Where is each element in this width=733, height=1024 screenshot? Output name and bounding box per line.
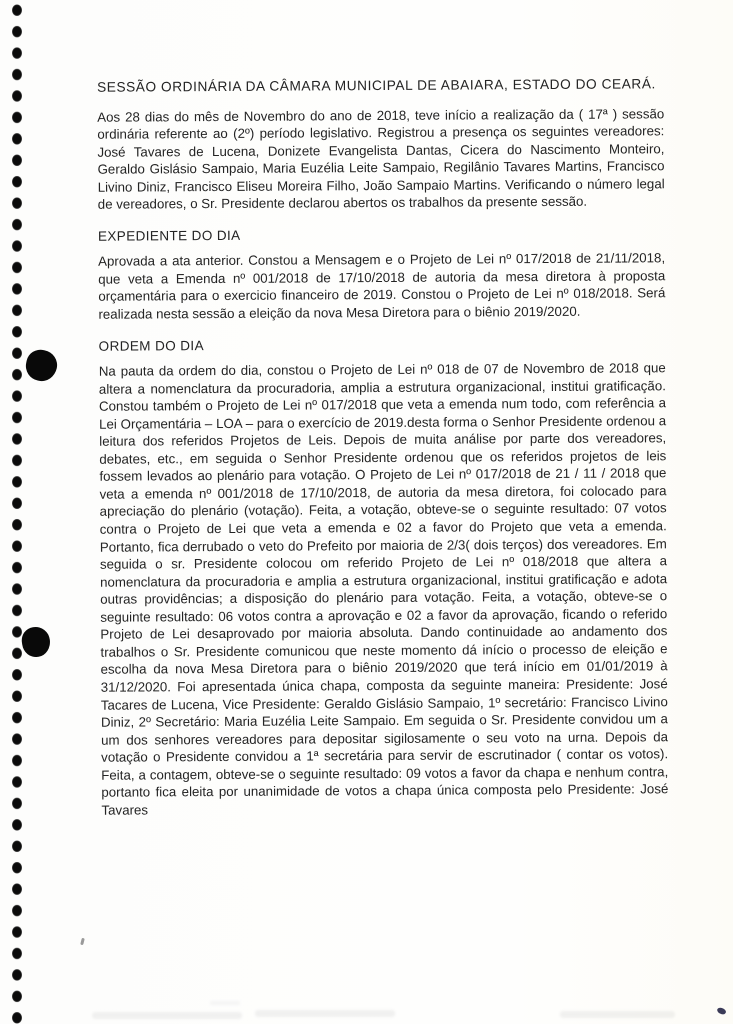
bleed-through-smudge	[560, 1011, 675, 1018]
document-content	[97, 75, 669, 819]
bleed-through-smudge	[210, 1001, 240, 1005]
stray-mark	[80, 938, 85, 946]
stray-ink-mark	[716, 1006, 727, 1016]
section-heading-ordem: ORDEM DO DIA	[98, 337, 204, 354]
section-body-expediente: Aprovada a ata anterior. Constou a Mensagem e o Projeto de Lei nº 017/2018 de 21/11/2018, que veta a Emenda nº 001/2018 de 17/10/2018 de autoria da mesa diretora à proposta orçamentária para o exercicio financeiro de 2019. Constou o Projeto de Lei nº 018/2018. Será realizada nesta sessão a eleição da nova Mesa Diretora para o biênio 2019/2020.	[98, 250, 666, 322]
bleed-through-smudge	[255, 1010, 395, 1017]
bleed-through-smudge	[92, 1012, 242, 1019]
section-body-ordem: Na pauta da ordem do dia, constou o Projeto de Lei nº 018 de 07 de Novembro de 2018 que altera a nomenclatura da procuradoria, amplia a estrutura organizacional, institui gratificação. Constou também o Projeto de Lei nº 017/2018 que veta a emenda num todo, com referência a Lei Orçamentária – LOA – para o exercício de 2019.desta forma o Senhor Presidente ordenou a leitura dos referidos Projetos de Leis. Depois de muita análise por parte dos vereadores, debates, etc., em seguida o Senhor Presidente ordenou que os referidos projetos de leis fossem levados ao plenário para votação. O Projeto de Lei nº 017/2018 de 21 / 11 / 2018 que veta a emenda nº 001/2018 de 17/10/2018, de autoria da mesa diretora, foi colocado para apreciação do plenário (votação). Feita, a votação, obteve-se o seguinte resultado: 07 votos contra o Projeto de Lei que veta a emenda e 02 a favor do Projeto que veta a emenda. Portanto, fica derrubado o veto do Prefeito por maioria de 2/3( dois terços) dos vereadores. Em seguida o sr. Presidente colocou om referido Projeto de Lei nº 018/2018 que altera a nomenclatura da procuradoria e amplia a estrutura organizacional, institui gratificação e adota outras providências; a disposição do plenário para votação. Feita, a votação, obteve-se o seguinte resultado: 06 votos contra a aprovação e 02 a favor da aprovação, ficando o referido Projeto de Lei desaprovado por maioria absoluta. Dando continuidade ao andamento dos trabalhos o Sr. Presidente comunicou que neste momento dá início o processo de eleição e escolha da nova Mesa Diretora para o biênio 2019/2020 que terá início em 01/01/2019 à 31/12/2020. Foi apresentada única chapa, composta da seguinte maneira: Presidente: José Tacares de Lucena, Vice Presidente: Geraldo Gislásio Sampaio, 1º secretário: Francisco Livino Diniz, 2º Secretário: Maria Euzélia Leite Sampaio. Em seguida o Sr. Presidente convidou um a um dos senhores vereadores para depositar sigilosamente o seu voto na urna. Depois da votação o Presidente convidou a 1ª secretária para servir de escrutinador ( contar os votos). Feita, a contagem, obteve-se o seguinte resultado: 09 votos a favor da chapa e nenhum contra, portanto fica eleita por unanimidade de votos a chapa única composta pelo Presidente: José Tavares	[98, 360, 669, 818]
document-title: SESSÃO ORDINÁRIA DA CÂMARA MUNICIPAL DE ABAIARA, ESTADO DO CEARÁ.	[97, 76, 656, 95]
intro-paragraph: Aos 28 dias do mês de Novembro do ano de 2018, teve início a realização da ( 17ª ) sessão ordinária referente ao (2º) período legislativo. Registrou a presença os seguintes vereadores: José Tavares de Lucena, Donizete Evangelista Dantas, Cicera do Nascimento Monteiro, Geraldo Gislásio Sampaio, Maria Euzélia Leite Sampaio, Regilânio Tavares Martins, Francisco Livino Diniz, Francisco Eliseu Moreira Filho, João Sampaio Martins. Verificando o número legal de vereadores, o Sr. Presidente declarou abertos os trabalhos da presente sessão.	[97, 105, 665, 213]
spiral-binding-holes	[3, 0, 31, 1024]
section-heading-expediente: EXPEDIENTE DO DIA	[97, 227, 241, 244]
